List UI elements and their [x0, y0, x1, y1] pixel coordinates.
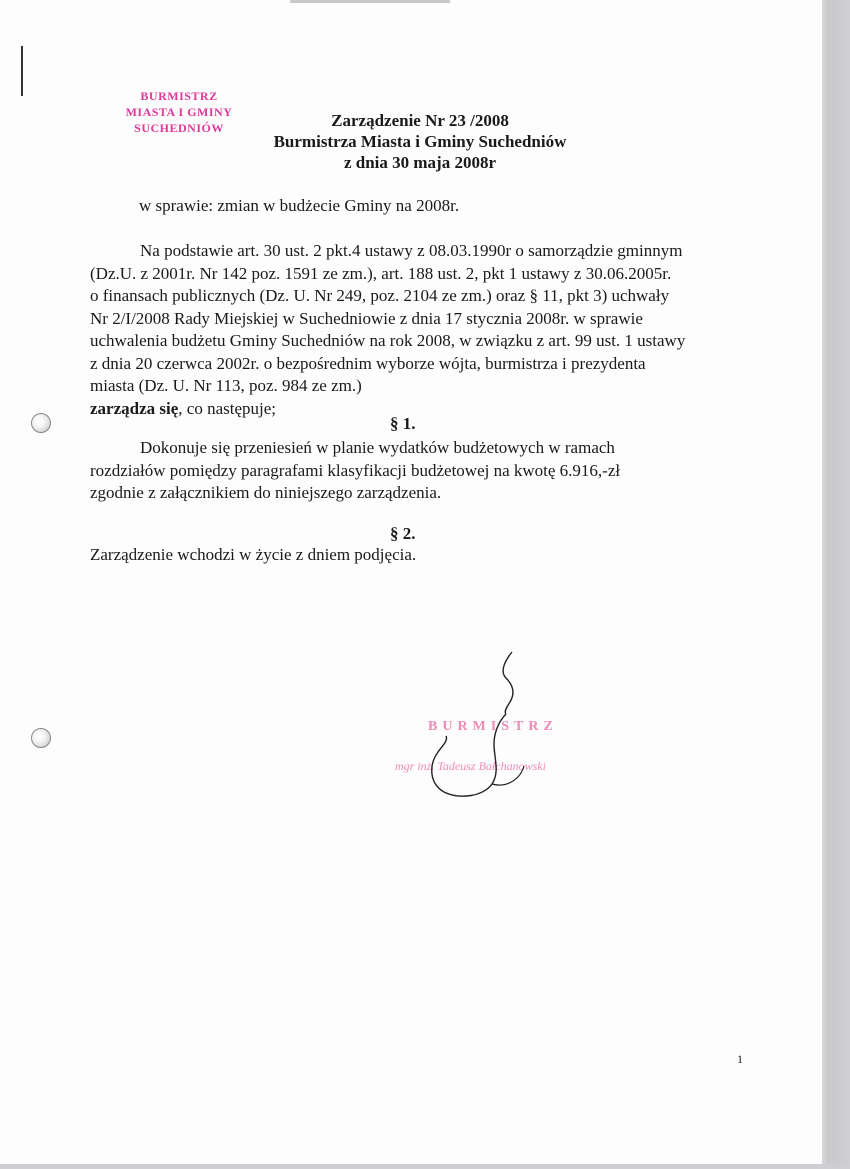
paragraph-2-heading: § 2.: [390, 524, 416, 543]
office-stamp-line: SUCHEDNIÓW: [134, 121, 224, 135]
handwritten-signature-icon: [420, 648, 540, 803]
scan-smudge: [290, 0, 450, 3]
paragraph-1-line: rozdziałów pomiędzy paragrafami klasyfikacji budżetowej na kwotę 6.916,-zł: [90, 460, 621, 480]
basis-line: miasta (Dz. U. Nr 113, poz. 984 ze zm.): [90, 376, 362, 395]
legal-basis: [90, 240, 685, 420]
signature-stamp-title: BURMISTRZ: [428, 719, 558, 734]
office-stamp-line: BURMISTRZ: [140, 89, 218, 103]
basis-line: Na podstawie art. 30 ust. 2 pkt.4 ustawy z 08.03.1990r o samorządzie gminnym: [140, 241, 683, 260]
decree-rest: , co następuje;: [178, 398, 276, 418]
basis-line: (Dz.U. z 2001r. Nr 142 poz. 1591 ze zm.), art. 188 ust. 2, pkt 1 ustawy z 30.06.2005r.: [90, 263, 672, 283]
basis-line: o finansach publicznych (Dz. U. Nr 249, poz. 2104 ze zm.) oraz § 11, pkt 3) uchwały: [90, 286, 670, 305]
margin-mark: [21, 46, 23, 96]
scan-border: [0, 1164, 850, 1169]
page-number: 1: [737, 1052, 743, 1066]
paragraph-1-heading: § 1.: [390, 414, 416, 433]
punch-hole-icon: [31, 413, 51, 433]
decree-bold: zarządza się: [90, 398, 179, 418]
basis-line: z dnia 20 czerwca 2002r. o bezpośrednim wyborze wójta, burmistrza i prezydenta: [90, 353, 646, 373]
title-line: z dnia 30 maja 2008r: [343, 153, 497, 172]
basis-line: uchwalenia budżetu Gminy Suchedniów na rok 2008, w związku z art. 99 ust. 1 ustawy: [90, 331, 686, 350]
paragraph-1-line: Dokonuje się przeniesień w planie wydatków budżetowych w ramach: [140, 438, 615, 457]
punch-hole-icon: [31, 728, 51, 748]
signature-stamp-name: mgr inż. Tadeusz Bałchanowski: [395, 759, 546, 773]
office-stamp-line: MIASTA I GMINY: [125, 105, 233, 119]
basis-line: Nr 2/I/2008 Rady Miejskiej w Suchedniowie z dnia 17 stycznia 2008r. w sprawie: [90, 308, 643, 328]
title-line: Burmistrza Miasta i Gminy Suchedniów: [273, 132, 567, 151]
paragraph-2-body: Zarządzenie wchodzi w życie z dniem podjęcia.: [90, 545, 417, 564]
decree-line: [90, 398, 685, 421]
document-title: [230, 110, 610, 173]
paragraph-1-body: [90, 437, 620, 505]
paragraph-1-line: zgodnie z załącznikiem do niniejszego zarządzenia.: [90, 483, 442, 502]
scan-border: [822, 0, 850, 1169]
title-line: Zarządzenie Nr 23 /2008: [331, 111, 509, 130]
subject-line: w sprawie: zmian w budżecie Gminy na 2008r.: [139, 196, 460, 215]
